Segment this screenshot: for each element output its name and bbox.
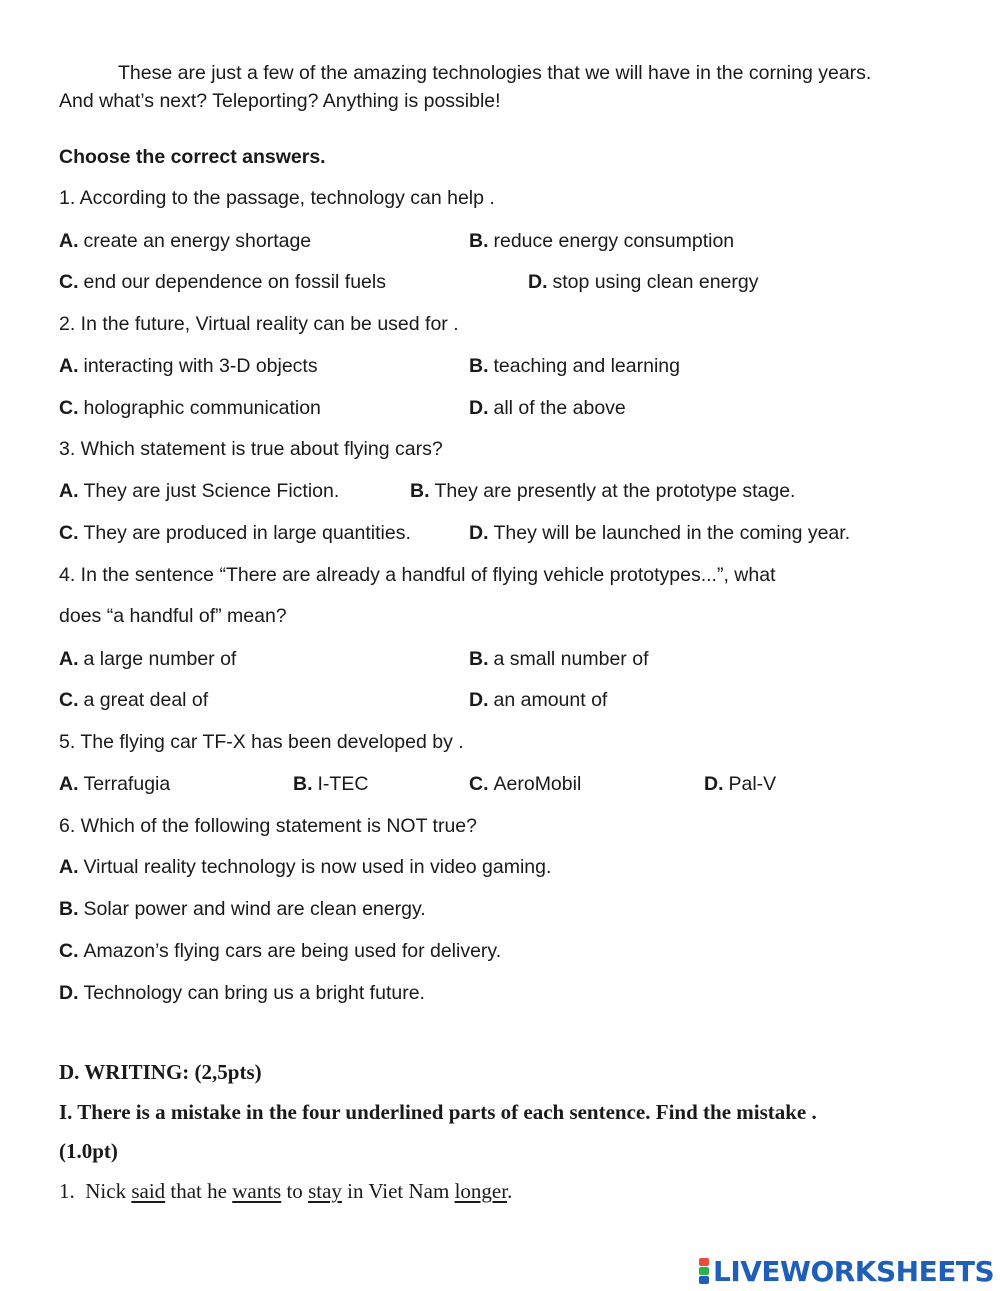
option-letter: D. [59,982,79,1004]
sentence-text: Nick [85,1179,127,1203]
writing-sentence-1 [59,1179,512,1203]
instruction-heading: Choose the correct answers. [59,146,326,168]
q1-option-c[interactable] [59,270,386,294]
option-text: interacting with 3-D objects [83,355,318,377]
option-letter: C. [59,271,79,293]
option-letter: C. [469,773,489,795]
underlined-part-a[interactable]: said [131,1179,166,1203]
q5-option-a[interactable] [59,772,170,796]
question-4-stem: 4. In the sentence “There are already a handful of flying vehicle prototypes...”, what [59,564,776,586]
option-letter: A. [59,773,79,795]
q3-option-d[interactable] [469,521,850,545]
option-letter: D. [528,271,548,293]
sentence-text: in Viet Nam [347,1179,450,1203]
option-text: holographic communication [83,397,321,419]
q4-option-b[interactable] [469,647,648,671]
q5-option-c[interactable] [469,772,581,796]
sentence-text: to [286,1179,303,1203]
q1-option-d[interactable] [528,270,758,294]
option-letter: C. [59,522,79,544]
q4-option-d[interactable] [469,688,607,712]
option-text: Amazon’s flying cars are being used for delivery. [83,940,502,962]
question-1-stem: 1. According to the passage, technology can help . [59,187,495,209]
option-text: I-TEC [317,773,369,795]
logo-block-icon [699,1258,709,1266]
q6-option-b[interactable] [59,897,426,921]
q1-option-b[interactable] [469,229,734,253]
option-letter: A. [59,856,79,878]
logo-block-icon [699,1276,709,1284]
q3-option-c[interactable] [59,521,411,545]
option-text: They are presently at the prototype stage. [434,480,796,502]
option-letter: B. [410,480,430,502]
q5-option-b[interactable] [293,772,368,796]
q6-option-c[interactable] [59,939,501,963]
option-letter: C. [59,940,79,962]
q2-option-c[interactable] [59,396,321,420]
q4-option-a[interactable] [59,647,236,671]
option-text: They are produced in large quantities. [83,522,411,544]
question-5-stem: 5. The flying car TF-X has been developed by . [59,731,464,753]
q6-option-a[interactable] [59,855,551,879]
option-letter: C. [59,689,79,711]
underlined-part-b[interactable]: wants [232,1179,282,1203]
q3-option-a[interactable] [59,479,339,503]
option-letter: A. [59,648,79,670]
option-text: stop using clean energy [552,271,759,293]
option-letter: B. [293,773,313,795]
intro-line-2: And what’s next? Teleporting? Anything is possible! [59,90,501,112]
option-text: Solar power and wind are clean energy. [83,898,426,920]
logo-block-icon [699,1267,709,1275]
option-letter: B. [59,898,79,920]
liveworksheets-logo [699,1253,994,1289]
option-text: Virtual reality technology is now used in video gaming. [83,856,552,878]
q3-option-b[interactable] [410,479,795,503]
q4-option-c[interactable] [59,688,208,712]
option-text: They will be launched in the coming year. [493,522,851,544]
q1-option-a[interactable] [59,229,311,253]
option-letter: B. [469,355,489,377]
option-text: reduce energy consumption [493,230,735,252]
option-text: AeroMobil [493,773,582,795]
q2-option-a[interactable] [59,354,318,378]
option-text: a great deal of [83,689,209,711]
option-text: a large number of [83,648,237,670]
option-text: Technology can bring us a bright future. [83,982,425,1004]
option-text: end our dependence on fossil fuels [83,271,386,293]
option-text: create an energy shortage [83,230,312,252]
option-letter: A. [59,230,79,252]
option-text: a small number of [493,648,649,670]
logo-mark-icon [699,1258,709,1284]
question-4-stem-cont: does “a handful of” mean? [59,605,287,627]
underlined-part-d[interactable]: longer [454,1179,508,1203]
underlined-part-c[interactable]: stay [308,1179,342,1203]
option-letter: C. [59,397,79,419]
option-text: They are just Science Fiction. [83,480,340,502]
option-letter: A. [59,480,79,502]
sentence-text: that he [170,1179,227,1203]
option-text: teaching and learning [493,355,680,377]
intro-line-1: These are just a few of the amazing technologies that we will have in the corning years. [118,62,872,84]
option-letter: B. [469,648,489,670]
writing-task: I. There is a mistake in the four underlined parts of each sentence. Find the mistake . [59,1100,817,1124]
sentence-number: 1. [59,1179,75,1203]
option-letter: D. [704,773,724,795]
q6-option-d[interactable] [59,981,425,1005]
option-text: Pal-V [728,773,777,795]
question-2-stem: 2. In the future, Virtual reality can be used for . [59,313,459,335]
writing-heading: D. WRITING: (2,5pts) [59,1060,262,1084]
option-letter: D. [469,397,489,419]
q2-option-b[interactable] [469,354,680,378]
option-letter: D. [469,522,489,544]
logo-text: LIVEWORKSHEETS [713,1254,995,1288]
question-3-stem: 3. Which statement is true about flying cars? [59,438,443,460]
option-text: all of the above [493,397,626,419]
option-text: an amount of [493,689,608,711]
sentence-end: . [507,1179,513,1203]
option-text: Terrafugia [83,773,171,795]
q5-option-d[interactable] [704,772,776,796]
option-letter: B. [469,230,489,252]
question-6-stem: 6. Which of the following statement is NOT true? [59,815,477,837]
option-letter: A. [59,355,79,377]
option-letter: D. [469,689,489,711]
writing-points: (1.0pt) [59,1139,118,1163]
q2-option-d[interactable] [469,396,626,420]
